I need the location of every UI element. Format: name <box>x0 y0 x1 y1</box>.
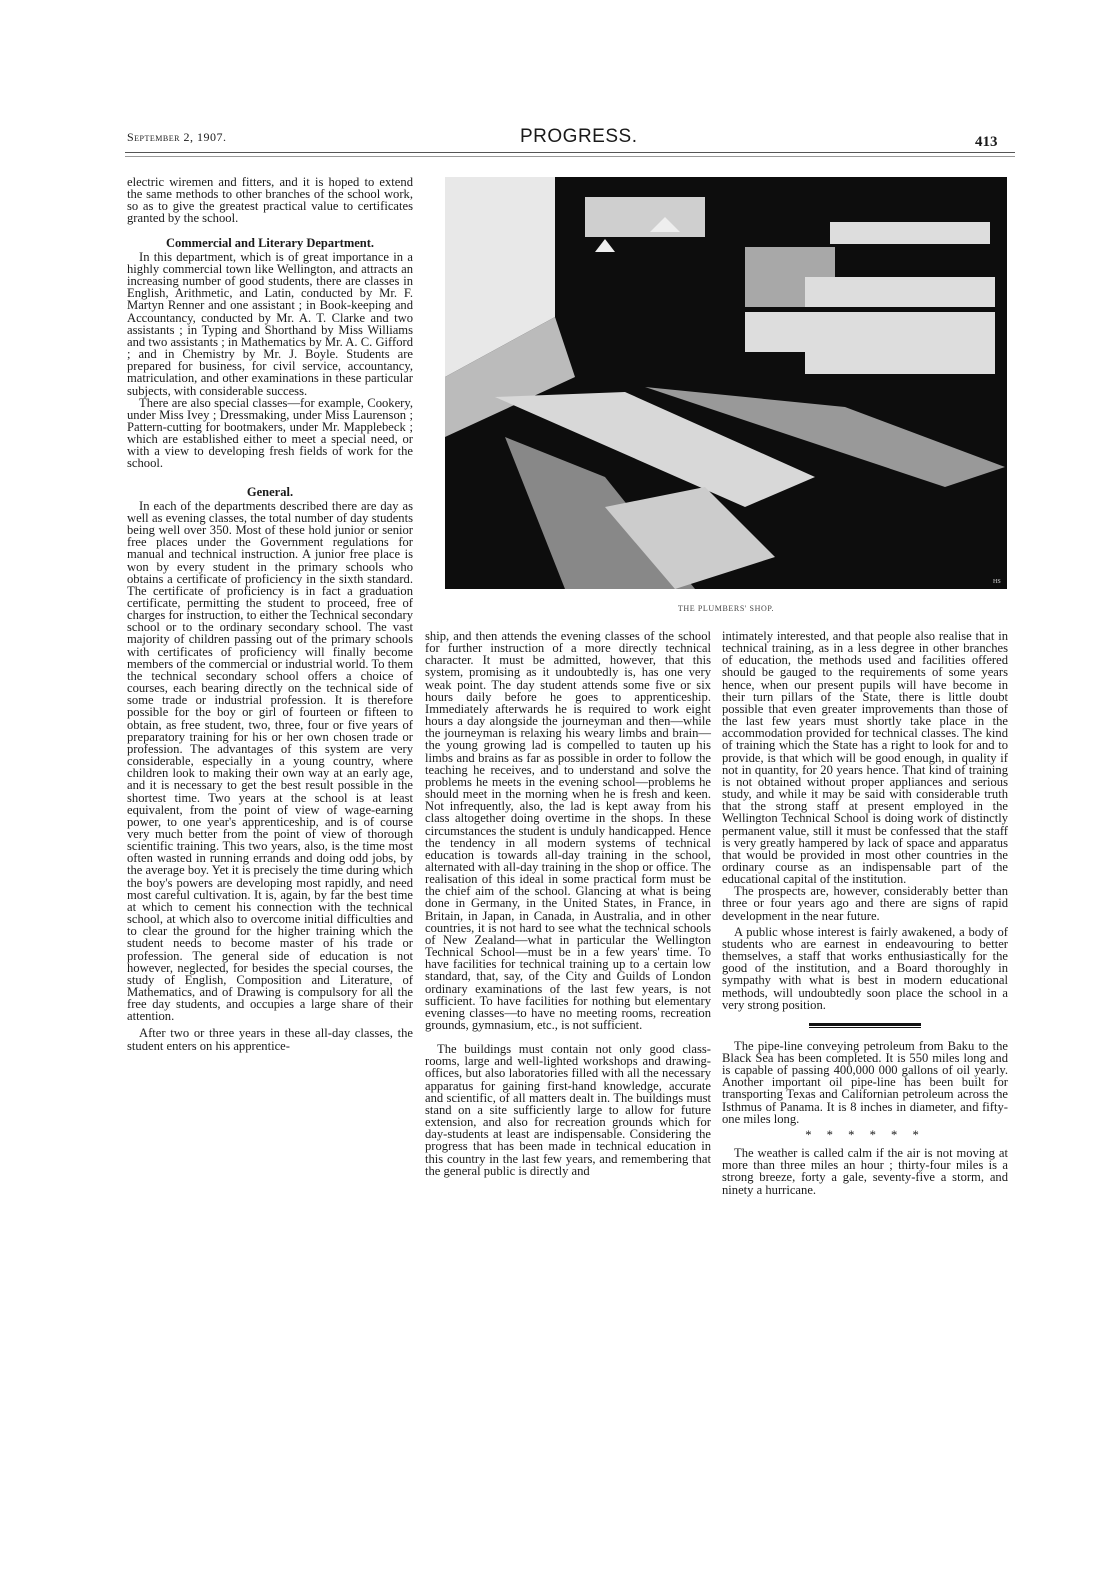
paragraph: A public whose interest is fairly awakened, a body of students who are earnest in endeavouring to better themselves, a staff that works enthusiastically for the good of the institution, and a Board thoroughly in sympathy with what is best in modern educational methods, will undoubtedly soon place the school in a very strong position. <box>722 924 1008 1012</box>
workshop-illustration <box>445 177 1007 589</box>
plumbers-shop-photo <box>445 177 1007 589</box>
header-rule-thin <box>125 156 1015 157</box>
publication-title: PROGRESS. <box>520 126 638 147</box>
column-3 <box>722 630 1008 1196</box>
section-divider <box>809 1023 921 1028</box>
paragraph: ship, and then attends the evening classes of the school for further instruction of a more directly technical character. It must be admitted, however, that this system, promising as it undoubtedly is, has one very weak point. The day student attends some five or six hours daily before he goes to apprenticeship. Immediately afterwards he is required to work eight hours a day alongside the journeyman and then—while the journeyman is relaxing his weary limbs and brain—the young growing lad is compelled to tauten up his limbs and brains as far as possible in order to follow the teaching he receives, and to understand and solve the problems he meets in the evening school—problems he should meet in the morning when he is fresh and keen. Not infrequently, also, the lad is kept away from his class altogether doing overtime in the shops. In these circumstances the student is unduly handicapped. Hence the tendency in all modern systems of technical education is towards all-day training in the school, alternated with all-day training in the shop or office. The realisation of this ideal in some practical form must be the chief aim of the school. Glancing at what is being done in Germany, in the United States, in France, in Britain, in Japan, in Canada, in Australia, and in other countries, it is not hard to see what the technical schools of New Zealand—what in particular the Wellington Technical School—must be in a few years' time. To have facilities for technical training up to a certain low standard, that, say, of the City and Guilds of London ordinary examinations of the last few years, is not sufficient. To have facilities for nothing but elementary evening classes—to have no meeting rooms, recreation grounds, gymnasium, etc., is not sufficient. <box>425 629 711 1032</box>
paragraph: intimately interested, and that people also realise that in technical training, as in a less degree in other branches of education, the methods used and facilities offered should be gauged to the requirements of some years hence, when our present pupils will have become in their turn pillars of the State, there is little doubt possible that even greater improvements than those of the last few years must shortly take place in the accommodation provided for technical classes. The kind of training which the State has a right to look for and to provide, is that which will be good enough, in quality if not in quantity, for 20 years hence. That kind of training is not obtained without proper appliances and serious study, and while it may be said with considerable truth that the strong staff at present employed in the Wellington Technical School is doing work of distinctly permanent value, still it must be confessed that the staff is very greatly hampered by lack of space and apparatus that would be provided in most other countries in the ordinary course as an indispensable part of the educational capital of the institution. <box>722 629 1008 887</box>
heading-general: General. <box>246 484 294 499</box>
paragraph: The pipe-line conveying petroleum from Baku to the Black Sea has been completed. It is 550 miles long and is capable of passing 400,000 000 gallons of oil yearly. Another important oil pipe-line has been built for transporting Texas and Californian petroleum across the Isthmus of Panama. It is 8 inches in diameter, and fifty-one miles long. <box>722 1038 1008 1126</box>
page-number: 413 <box>975 134 998 150</box>
heading-commercial: Commercial and Literary Department. <box>165 235 375 250</box>
photo-caption: THE PLUMBERS' SHOP. <box>677 604 775 613</box>
paragraph: The prospects are, however, considerably better than three or four years ago and there are signs of rapid development in the near future. <box>722 884 1008 923</box>
paragraph: In each of the departments described there are day as well as evening classes, the total number of day students being well over 350. Most of these hold junior or senior free places under the Government regulations for manual and technical instruction. A junior free place is won by every student in the primary schools who obtains a certificate of proficiency in the sixth standard. The certificate of proficiency is in fact a graduation certificate, permitting the student to proceed, free of charges for instruction, to either the Technical secondary school or to the ordinary secondary school. The vast majority of children passing out of the primary schools with certificates of proficiency will finally become members of the commercial or industrial world. To them the technical secondary school offers a choice of courses, each bearing directly on the technical side of some trade or industrial profession. It is therefore possible for the boy or girl of fourteen or fifteen to obtain, as free student, two, three, four or five years of preparatory training for his or her own chosen trade or profession. The advantages of this system are very considerable, especially in a young country, where children look to making their own way at an early age, and it is necessary to get the best result possible in the shortest time. Two years at the school is at least equivalent, from the point of view of wage-earning power, to one year's apprenticeship, and is of course very much better from the point of view of thorough scientific training. This two years, also, is the time most often wasted in running errands and doing odd jobs, by the average boy. Yet it is precisely the time during which the boy's powers are developing most rapidly, and need most careful cultivation. It is, again, by far the best time at which to cement his connection with the technical school, at which also to overcome initial difficulties and to clear the ground for the higher training which the student needs to become master of his trade or profession. The general side of education is not however, neglected, for besides the special courses, the study of English, Composition and Literature, of Mathematics, and of Drawing is compulsory for all the free day students, and occupies a large share of their attention. <box>127 498 413 1024</box>
paragraph: In this department, which is of great importance in a highly commercial town like Wellington, and attracts an increasing number of good students, there are classes in English, Arithmetic, and Latin, conducted by Mr. F. Martyn Renner and one assistant ; in Book-keeping and Accountancy, conducted by Mr. A. T. Clarke and two assistants ; in Typing and Shorthand by Miss Williams and two assistants ; in Mathematics by Mr. A. C. Gifford ; and in Chemistry by Mr. J. Boyle. Students are prepared for business, for civil service, accountancy, matriculation, and other examinations in these particular subjects, with considerable success. <box>127 249 413 398</box>
paragraph: The buildings must contain not only good class-rooms, large and well-lighted workshops and drawing-offices, but also laboratories filled with all the necessary apparatus for gaining first-hand knowledge, accurate and scientific, of all matters dealt in. The buildings must stand on a site sufficiently large to allow for future extension, and also for recreation grounds which for day-students at least are indispensable. Considering the progress that has been made in technical education in this country in the last few years, and remembering that the general public is directly and <box>425 1042 711 1178</box>
paragraph: There are also special classes—for example, Cookery, under Miss Ivey ; Dressmaking, under Miss Laurenson ; Pattern-cutting for bootmakers, under Mr. Mapplebeck ; which are established either to meet a special need, or with a view to developing fresh fields of work for the school. <box>127 395 413 471</box>
column-1 <box>127 176 413 1052</box>
header-rule <box>125 152 1015 153</box>
column-2 <box>425 630 711 1177</box>
asterisk-separator: * * * * * * <box>805 1127 925 1142</box>
photo-initials: HS <box>993 579 1001 585</box>
paragraph: After two or three years in these all-day classes, the student enters on his apprentice- <box>127 1026 413 1053</box>
intro-paragraph: electric wiremen and fitters, and it is hoped to extend the same methods to other branches of the school work, so as to give the greatest practical value to certificates granted by the school. <box>127 175 413 226</box>
paragraph: The weather is called calm if the air is not moving at more than three miles an hour ; thirty-four miles is a strong breeze, forty a gale, seventy-five a storm, and ninety a hurricane. <box>722 1146 1008 1197</box>
issue-date: September 2, 1907. <box>127 130 227 144</box>
